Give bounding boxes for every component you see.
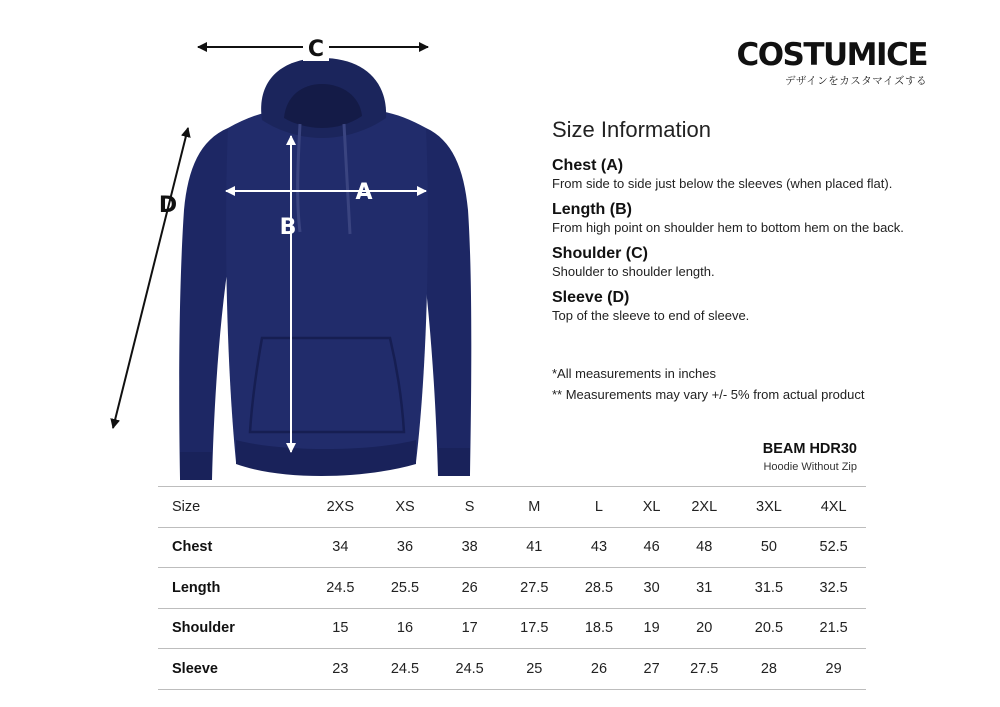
table-cell: 24.5 [373,649,438,690]
table-cell: 15 [308,608,373,649]
info-desc: From side to side just below the sleeves (when placed flat). [552,176,893,191]
info-label: Chest (A) [552,157,624,174]
header-size: 2XL [672,487,737,528]
table-cell: 27.5 [672,649,737,690]
note-inches: *All measurements in inches [552,366,717,381]
info-item-sleeve [552,288,972,324]
row-label: Sleeve [158,649,308,690]
table-cell: 28 [737,649,802,690]
table-row-length [158,568,866,609]
table-cell: 46 [631,527,672,568]
table-cell: 34 [308,527,373,568]
hoodie-diagram [0,0,540,490]
label-a: A [355,180,373,205]
table-cell: 24.5 [308,568,373,609]
table-cell: 36 [373,527,438,568]
header-size: XS [373,487,438,528]
header-size: S [437,487,502,528]
hoodie-illustration [179,58,471,480]
product-code: BEAM HDR30 [762,441,857,457]
brand-logo [736,38,927,88]
size-chart-table [158,486,866,690]
measurement-notes [552,363,864,405]
table-cell: 20 [672,608,737,649]
table-cell: 17 [437,608,502,649]
header-size: 4XL [801,487,866,528]
table-cell: 19 [631,608,672,649]
size-info-title: Size Information [552,117,711,142]
table-cell: 29 [801,649,866,690]
brand-name: COSTUMICE [736,37,927,73]
info-item-shoulder [552,244,972,280]
table-cell: 27.5 [502,568,567,609]
info-desc: From high point on shoulder hem to bottom hem on the back. [552,220,904,235]
header-size: 2XS [308,487,373,528]
info-item-chest [552,156,972,192]
info-desc: Shoulder to shoulder length. [552,264,715,279]
label-b: B [279,215,297,240]
right-sleeve [420,128,471,476]
table-cell: 43 [567,527,632,568]
info-desc: Top of the sleeve to end of sleeve. [552,308,750,323]
info-label: Length (B) [552,201,632,218]
hoodie-body [226,110,428,474]
table-header-row [158,487,866,528]
row-label: Shoulder [158,608,308,649]
table-cell: 50 [737,527,802,568]
left-sleeve [179,128,232,480]
label-d: D [158,193,178,218]
header-size-label: Size [158,487,308,528]
table-cell: 26 [567,649,632,690]
header-size: XL [631,487,672,528]
header-size: 3XL [737,487,802,528]
info-label: Shoulder (C) [552,245,648,262]
row-label: Length [158,568,308,609]
table-cell: 26 [437,568,502,609]
table-cell: 31.5 [737,568,802,609]
product-info [763,440,857,473]
table-cell: 27 [631,649,672,690]
table-cell: 52.5 [801,527,866,568]
table-cell: 30 [631,568,672,609]
table-cell: 24.5 [437,649,502,690]
table-cell: 41 [502,527,567,568]
header-size: M [502,487,567,528]
table-row-shoulder [158,608,866,649]
size-information [552,117,972,332]
table-cell: 17.5 [502,608,567,649]
table-cell: 31 [672,568,737,609]
brand-tagline: デザインをカスタマイズする [785,75,927,87]
product-name: Hoodie Without Zip [763,461,857,473]
table-cell: 48 [672,527,737,568]
table-cell: 21.5 [801,608,866,649]
row-label: Chest [158,527,308,568]
note-variance: ** Measurements may vary +/- 5% from actual product [552,387,865,402]
header-size: L [567,487,632,528]
arrow-d [113,128,188,428]
left-cuff [180,452,212,480]
table-row-sleeve [158,649,866,690]
table-cell: 18.5 [567,608,632,649]
table-cell: 25 [502,649,567,690]
label-c: C [307,37,325,62]
table-cell: 25.5 [373,568,438,609]
table-cell: 32.5 [801,568,866,609]
table-cell: 16 [373,608,438,649]
table-cell: 28.5 [567,568,632,609]
info-item-length [552,200,972,236]
table-cell: 20.5 [737,608,802,649]
table-cell: 38 [437,527,502,568]
table-cell: 23 [308,649,373,690]
right-cuff [438,448,470,476]
table-row-chest [158,527,866,568]
info-label: Sleeve (D) [552,289,630,306]
